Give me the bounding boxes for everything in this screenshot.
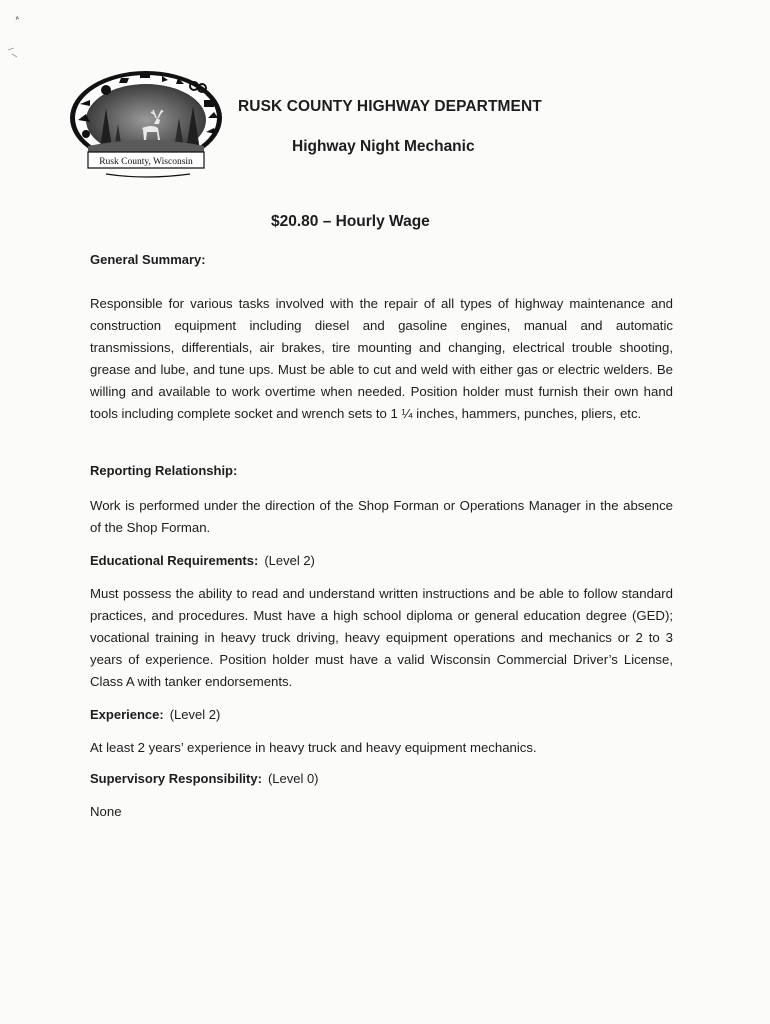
experience-text: At least 2 years’ experience in heavy truck and heavy equipment mechanics. <box>90 740 537 755</box>
department-title: RUSK COUNTY HIGHWAY DEPARTMENT <box>238 98 542 115</box>
supervisory-responsibility-level: (Level 0) <box>267 771 319 786</box>
rusk-county-seal-icon <box>66 68 226 180</box>
reporting-relationship-heading: Reporting Relationship: <box>90 463 238 478</box>
job-description-body <box>90 250 673 823</box>
supervisory-responsibility-label: Supervisory Responsibility: <box>90 771 262 786</box>
supervisory-responsibility-heading <box>90 769 673 789</box>
hourly-wage: $20.80 – Hourly Wage <box>271 213 430 230</box>
experience-label: Experience: <box>90 707 164 722</box>
general-summary-heading: General Summary: <box>90 252 206 267</box>
experience-heading <box>90 705 673 725</box>
job-title: Highway Night Mechanic <box>292 138 475 155</box>
supervisory-responsibility-text: None <box>90 804 122 819</box>
educational-requirements-level: (Level 2) <box>264 553 315 568</box>
experience-level: (Level 2) <box>169 707 221 722</box>
educational-requirements-text: Must possess the ability to read and understand written instructions and be able to follow standard practices, and procedures. Must have a high school diploma or general education degree (GED); vocational training in heavy truck driving, heavy equipment operations and mechanics or 2 to 3 years of experience. Position holder must have a valid Wisconsin Commercial Driver’s License, Class A with tanker endorsements. <box>90 586 673 689</box>
seal-caption: Rusk County, Wisconsin <box>99 157 193 167</box>
educational-requirements-label: Educational Requirements: <box>90 553 259 568</box>
reporting-relationship-text: Work is performed under the direction of the Shop Forman or Operations Manager in the absence of the Shop Forman. <box>90 498 673 535</box>
general-summary-text: Responsible for various tasks involved with the repair of all types of highway maintenance and construction equipment including diesel and gasoline engines, manual and automatic transmissions, differentials, air brakes, tire mounting and changing, electrical trouble shooting, grease and lube, and tune ups. Must be able to cut and weld with either gas or electric welders. Be willing and available to work overtime when needed. Position holder must furnish their own hand tools including complete socket and wrench sets to 1 ¼ inches, hammers, punches, pliers, etc. <box>90 296 673 421</box>
educational-requirements-heading <box>90 551 673 571</box>
scan-specks <box>0 0 40 80</box>
